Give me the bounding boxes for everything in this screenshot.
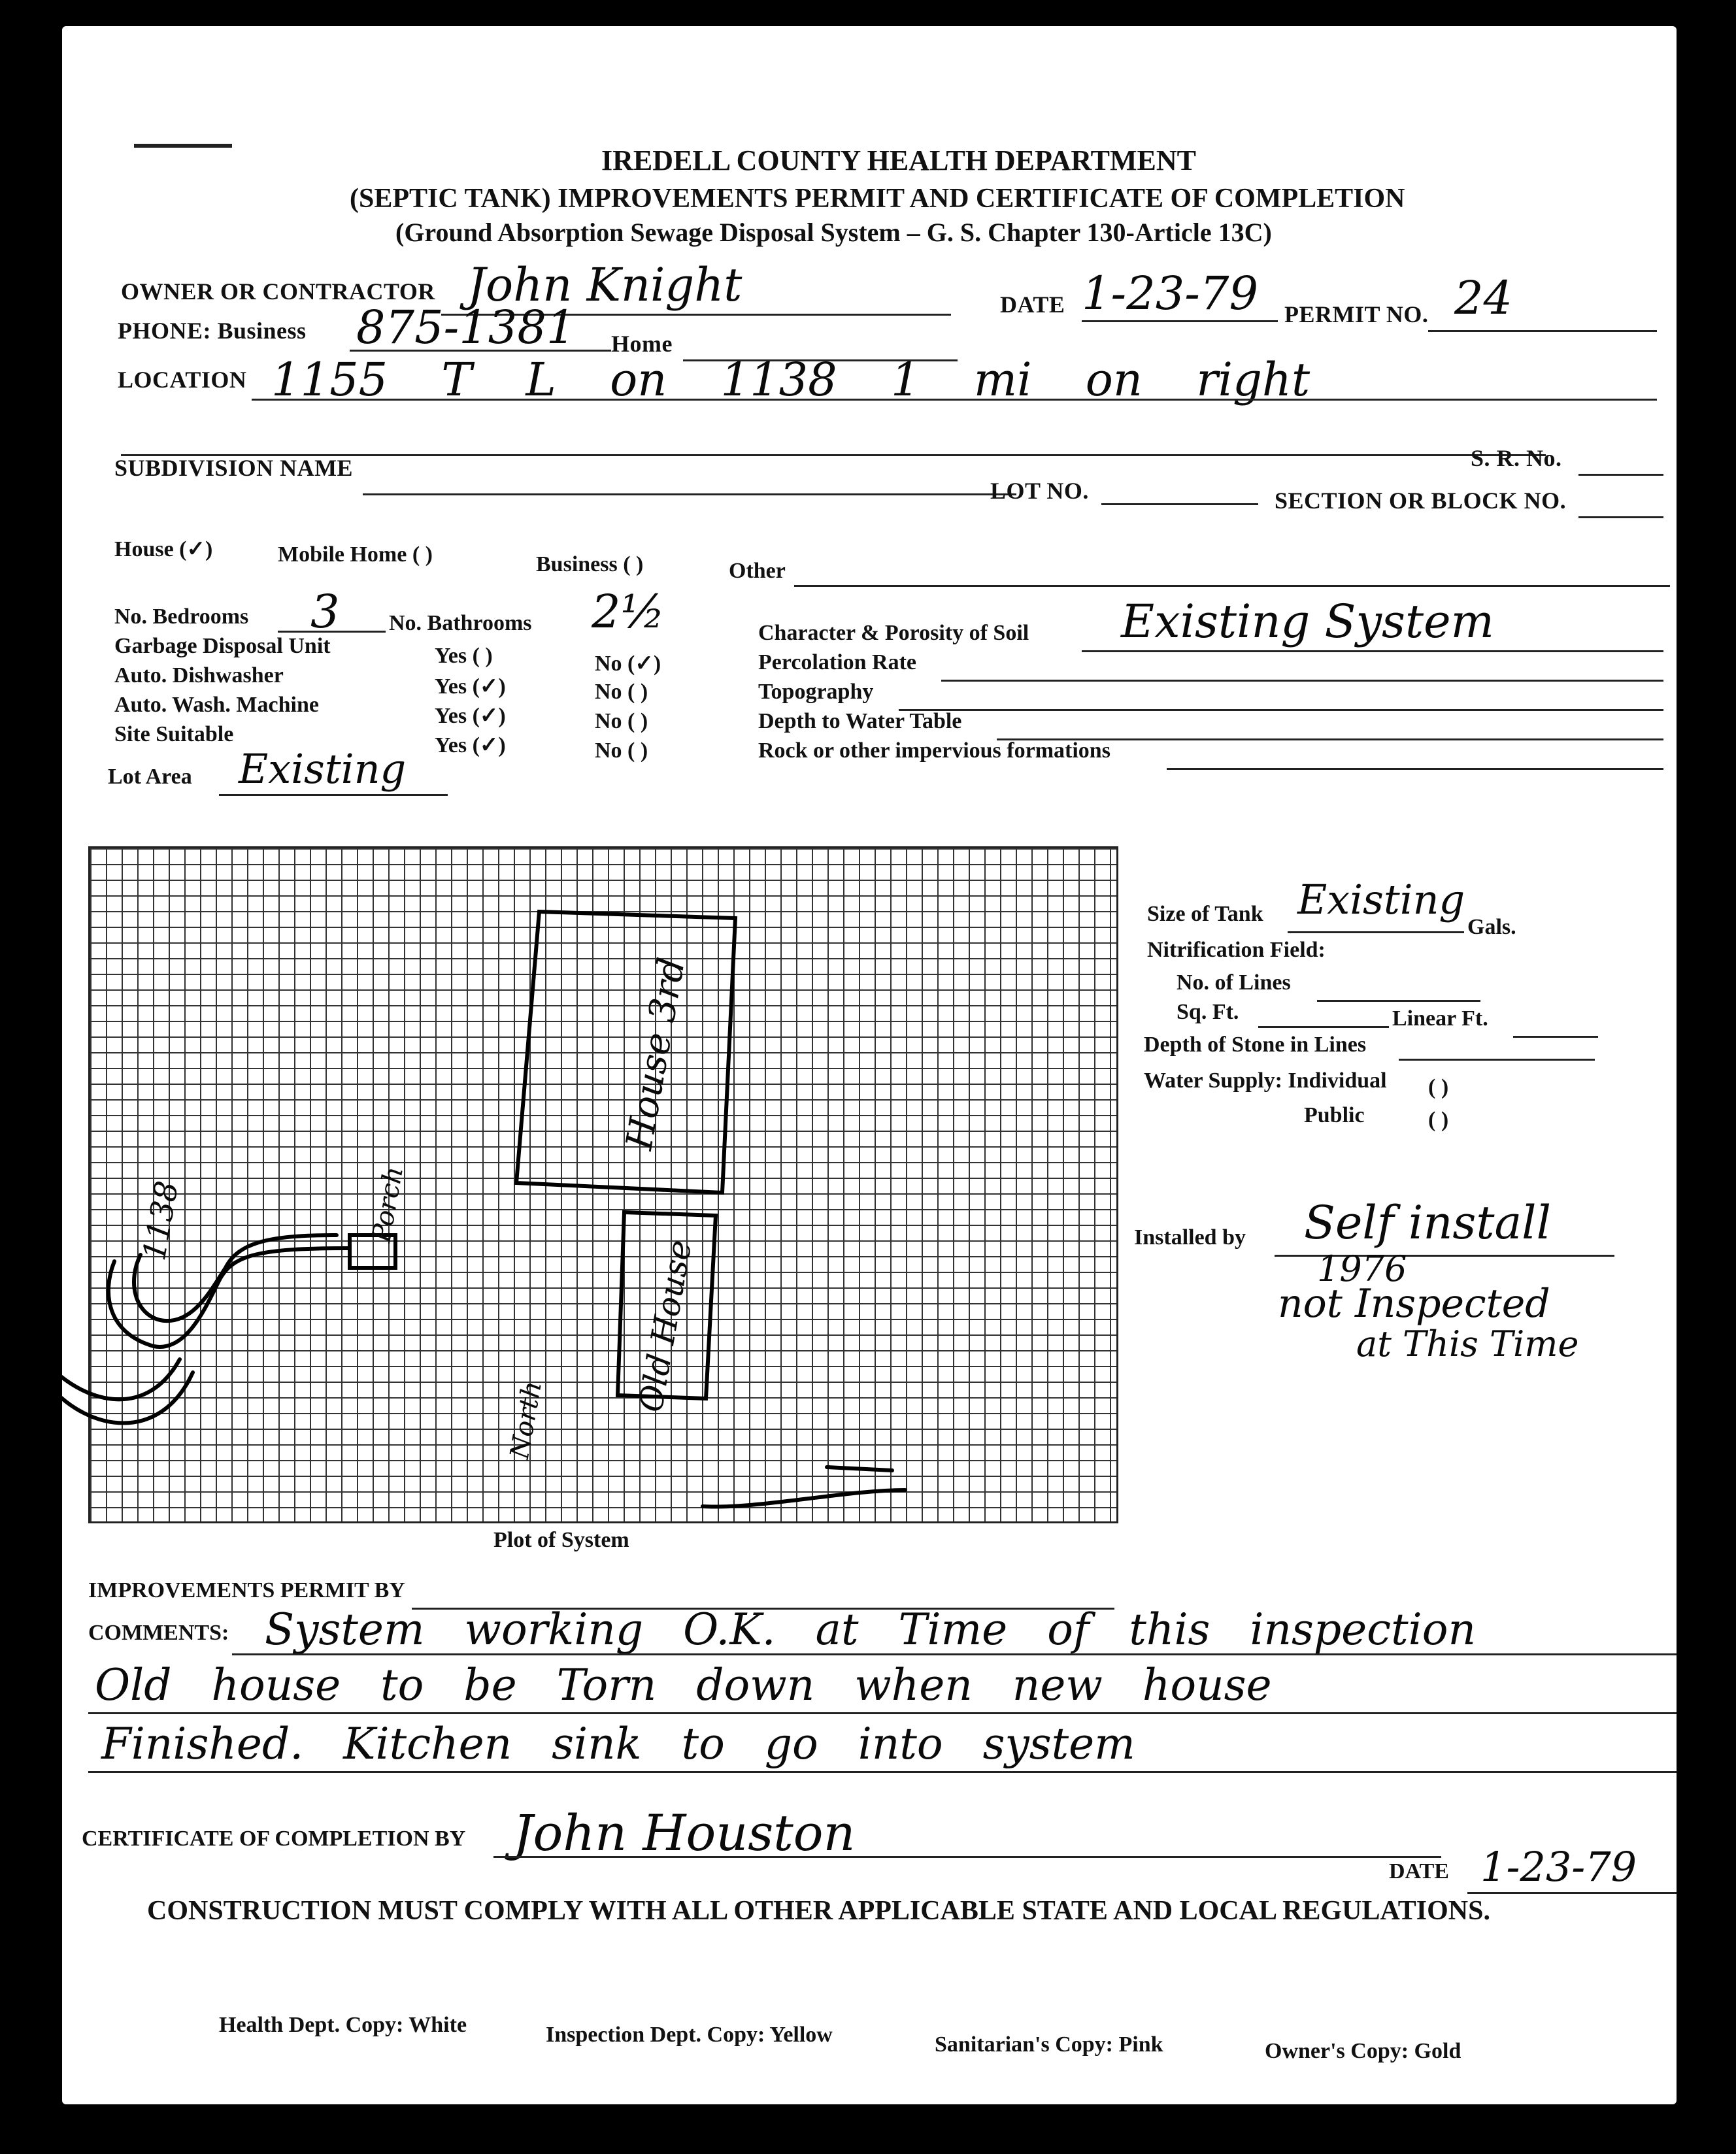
- tank-size-label: Size of Tank: [1147, 902, 1263, 926]
- nitrification-label: Nitrification Field:: [1147, 938, 1326, 962]
- phone-business[interactable]: 875-1381: [356, 301, 576, 354]
- house-checkbox[interactable]: House (✓): [114, 537, 213, 561]
- location-value[interactable]: 1155 T L on 1138 1 mi on right: [271, 353, 1310, 406]
- comments-line-2[interactable]: Old house to be Torn down when new house: [95, 1660, 1272, 1710]
- installed-note-time: at This Time: [1356, 1323, 1579, 1365]
- garbage-disposal-label: Garbage Disposal Unit: [114, 634, 331, 658]
- stone-label: Depth of Stone in Lines: [1144, 1033, 1367, 1057]
- garbage-disposal-yes[interactable]: Yes ( ): [435, 644, 493, 668]
- bedrooms-value[interactable]: 3: [310, 585, 340, 638]
- individual-checkbox[interactable]: ( ): [1428, 1075, 1449, 1099]
- lot-area-label: Lot Area: [108, 765, 192, 789]
- permit-value[interactable]: 24: [1454, 271, 1513, 325]
- wash-machine-no[interactable]: No ( ): [595, 709, 648, 733]
- lines-label: No. of Lines: [1177, 970, 1291, 995]
- copy-owner: Owner's Copy: Gold: [1265, 2039, 1461, 2063]
- depth-water-label: Depth to Water Table: [758, 709, 962, 733]
- comments-line-3[interactable]: Finished. Kitchen sink to go into system: [101, 1719, 1135, 1769]
- installed-value[interactable]: Self install: [1304, 1196, 1551, 1250]
- dishwasher-label: Auto. Dishwasher: [114, 663, 284, 688]
- certificate-date-line: [1467, 1892, 1677, 1894]
- comments-line-1[interactable]: System working O.K. at Time of this inspection: [265, 1604, 1476, 1655]
- soil-character-value[interactable]: Existing System: [1121, 595, 1494, 648]
- garbage-disposal-no[interactable]: No (✓): [595, 652, 661, 676]
- sqft-label: Sq. Ft.: [1177, 1000, 1239, 1024]
- bottom-road: [703, 1490, 905, 1507]
- other-label: Other: [729, 559, 786, 583]
- owner-value[interactable]: John Knight: [467, 258, 743, 312]
- comments-label: COMMENTS:: [88, 1621, 229, 1645]
- plot-sketch: [62, 26, 1677, 2104]
- house-label: House 3rd: [618, 954, 694, 1153]
- site-suitable-label: Site Suitable: [114, 722, 234, 746]
- phone-home-label: Home: [611, 331, 673, 357]
- installed-label: Installed by: [1134, 1225, 1246, 1250]
- road-curve-1: [62, 1359, 180, 1399]
- copy-health: Health Dept. Copy: White: [219, 2013, 467, 2037]
- wash-machine-yes[interactable]: Yes (✓): [435, 704, 506, 728]
- owner-label: OWNER OR CONTRACTOR: [121, 278, 435, 305]
- site-suitable-yes[interactable]: Yes (✓): [435, 733, 506, 757]
- linear-line: [1513, 1036, 1598, 1038]
- bedrooms-label: No. Bedrooms: [114, 605, 249, 629]
- wash-machine-label: Auto. Wash. Machine: [114, 693, 319, 717]
- water-supply-label: Water Supply: Individual: [1144, 1069, 1387, 1093]
- certificate-signature[interactable]: John Houston: [513, 1804, 856, 1862]
- lot-area-value[interactable]: Existing: [239, 745, 407, 793]
- certificate-line: [493, 1856, 1441, 1858]
- certificate-date-value[interactable]: 1-23-79: [1480, 1843, 1637, 1891]
- section-label: SECTION OR BLOCK NO.: [1275, 488, 1567, 514]
- plot-caption: Plot of System: [493, 1528, 629, 1552]
- form-subtitle: (Ground Absorption Sewage Disposal System – G. S. Chapter 130-Article 13C): [395, 218, 1272, 247]
- north-label: North: [504, 1378, 548, 1462]
- date-label: DATE: [1000, 291, 1065, 318]
- copy-inspection: Inspection Dept. Copy: Yellow: [546, 2023, 833, 2047]
- dishwasher-no[interactable]: No ( ): [595, 680, 648, 704]
- site-suitable-no[interactable]: No ( ): [595, 738, 648, 763]
- tank-size-value[interactable]: Existing: [1297, 876, 1465, 923]
- stone-line: [1399, 1059, 1595, 1061]
- subdivision-label: SUBDIVISION NAME: [114, 455, 354, 481]
- topography-label: Topography: [758, 680, 874, 704]
- lot-label: LOT NO.: [990, 478, 1089, 504]
- date-value[interactable]: 1-23-79: [1082, 267, 1258, 320]
- tank-size-line: [1288, 931, 1464, 933]
- bathrooms-label: No. Bathrooms: [389, 611, 532, 635]
- sqft-line: [1258, 1026, 1389, 1028]
- dishwasher-yes[interactable]: Yes (✓): [435, 674, 506, 699]
- new-house-outline: [516, 912, 735, 1193]
- certificate-date-label: DATE: [1389, 1859, 1449, 1883]
- percolation-label: Percolation Rate: [758, 650, 917, 674]
- compliance-notice: CONSTRUCTION MUST COMPLY WITH ALL OTHER APPLICABLE STATE AND LOCAL REGULATIONS.: [147, 1896, 1490, 1926]
- road-label: 1138: [135, 1178, 186, 1264]
- linear-label: Linear Ft.: [1392, 1006, 1488, 1031]
- public-checkbox[interactable]: ( ): [1428, 1108, 1449, 1132]
- soil-character-label: Character & Porosity of Soil: [758, 621, 1029, 645]
- rock-label: Rock or other impervious formations: [758, 738, 1110, 763]
- business-checkbox[interactable]: Business ( ): [536, 552, 644, 576]
- permit-form: [62, 26, 1677, 2104]
- bathrooms-value[interactable]: 2½: [592, 585, 665, 638]
- form-title: (SEPTIC TANK) IMPROVEMENTS PERMIT AND CERTIFICATE OF COMPLETION: [350, 184, 1405, 214]
- public-label: Public: [1304, 1103, 1365, 1127]
- phone-label: PHONE: Business: [118, 318, 307, 344]
- porch-label: Porch: [366, 1164, 410, 1245]
- sr-no-label: S. R. No.: [1471, 445, 1562, 471]
- installed-note-year: 1976: [1317, 1248, 1407, 1289]
- permit-label: PERMIT NO.: [1284, 301, 1429, 327]
- mobile-home-checkbox[interactable]: Mobile Home ( ): [278, 542, 433, 567]
- installed-note-inspected: not Inspected: [1278, 1281, 1550, 1327]
- certificate-label: CERTIFICATE OF COMPLETION BY: [82, 1827, 466, 1851]
- location-label: LOCATION: [118, 367, 247, 393]
- comments-rule-1: [232, 1653, 1677, 1655]
- old-house-label: Old House: [631, 1236, 699, 1416]
- copy-sanitarian: Sanitarian's Copy: Pink: [935, 2032, 1163, 2057]
- lines-line: [1317, 1000, 1480, 1002]
- tank-gals: Gals.: [1467, 915, 1516, 939]
- comments-rule-2: [88, 1712, 1677, 1714]
- improvements-label: IMPROVEMENTS PERMIT BY: [88, 1578, 405, 1602]
- bottom-mark: [827, 1467, 892, 1470]
- comments-rule-3: [88, 1771, 1677, 1773]
- department-title: IREDELL COUNTY HEALTH DEPARTMENT: [601, 144, 1196, 176]
